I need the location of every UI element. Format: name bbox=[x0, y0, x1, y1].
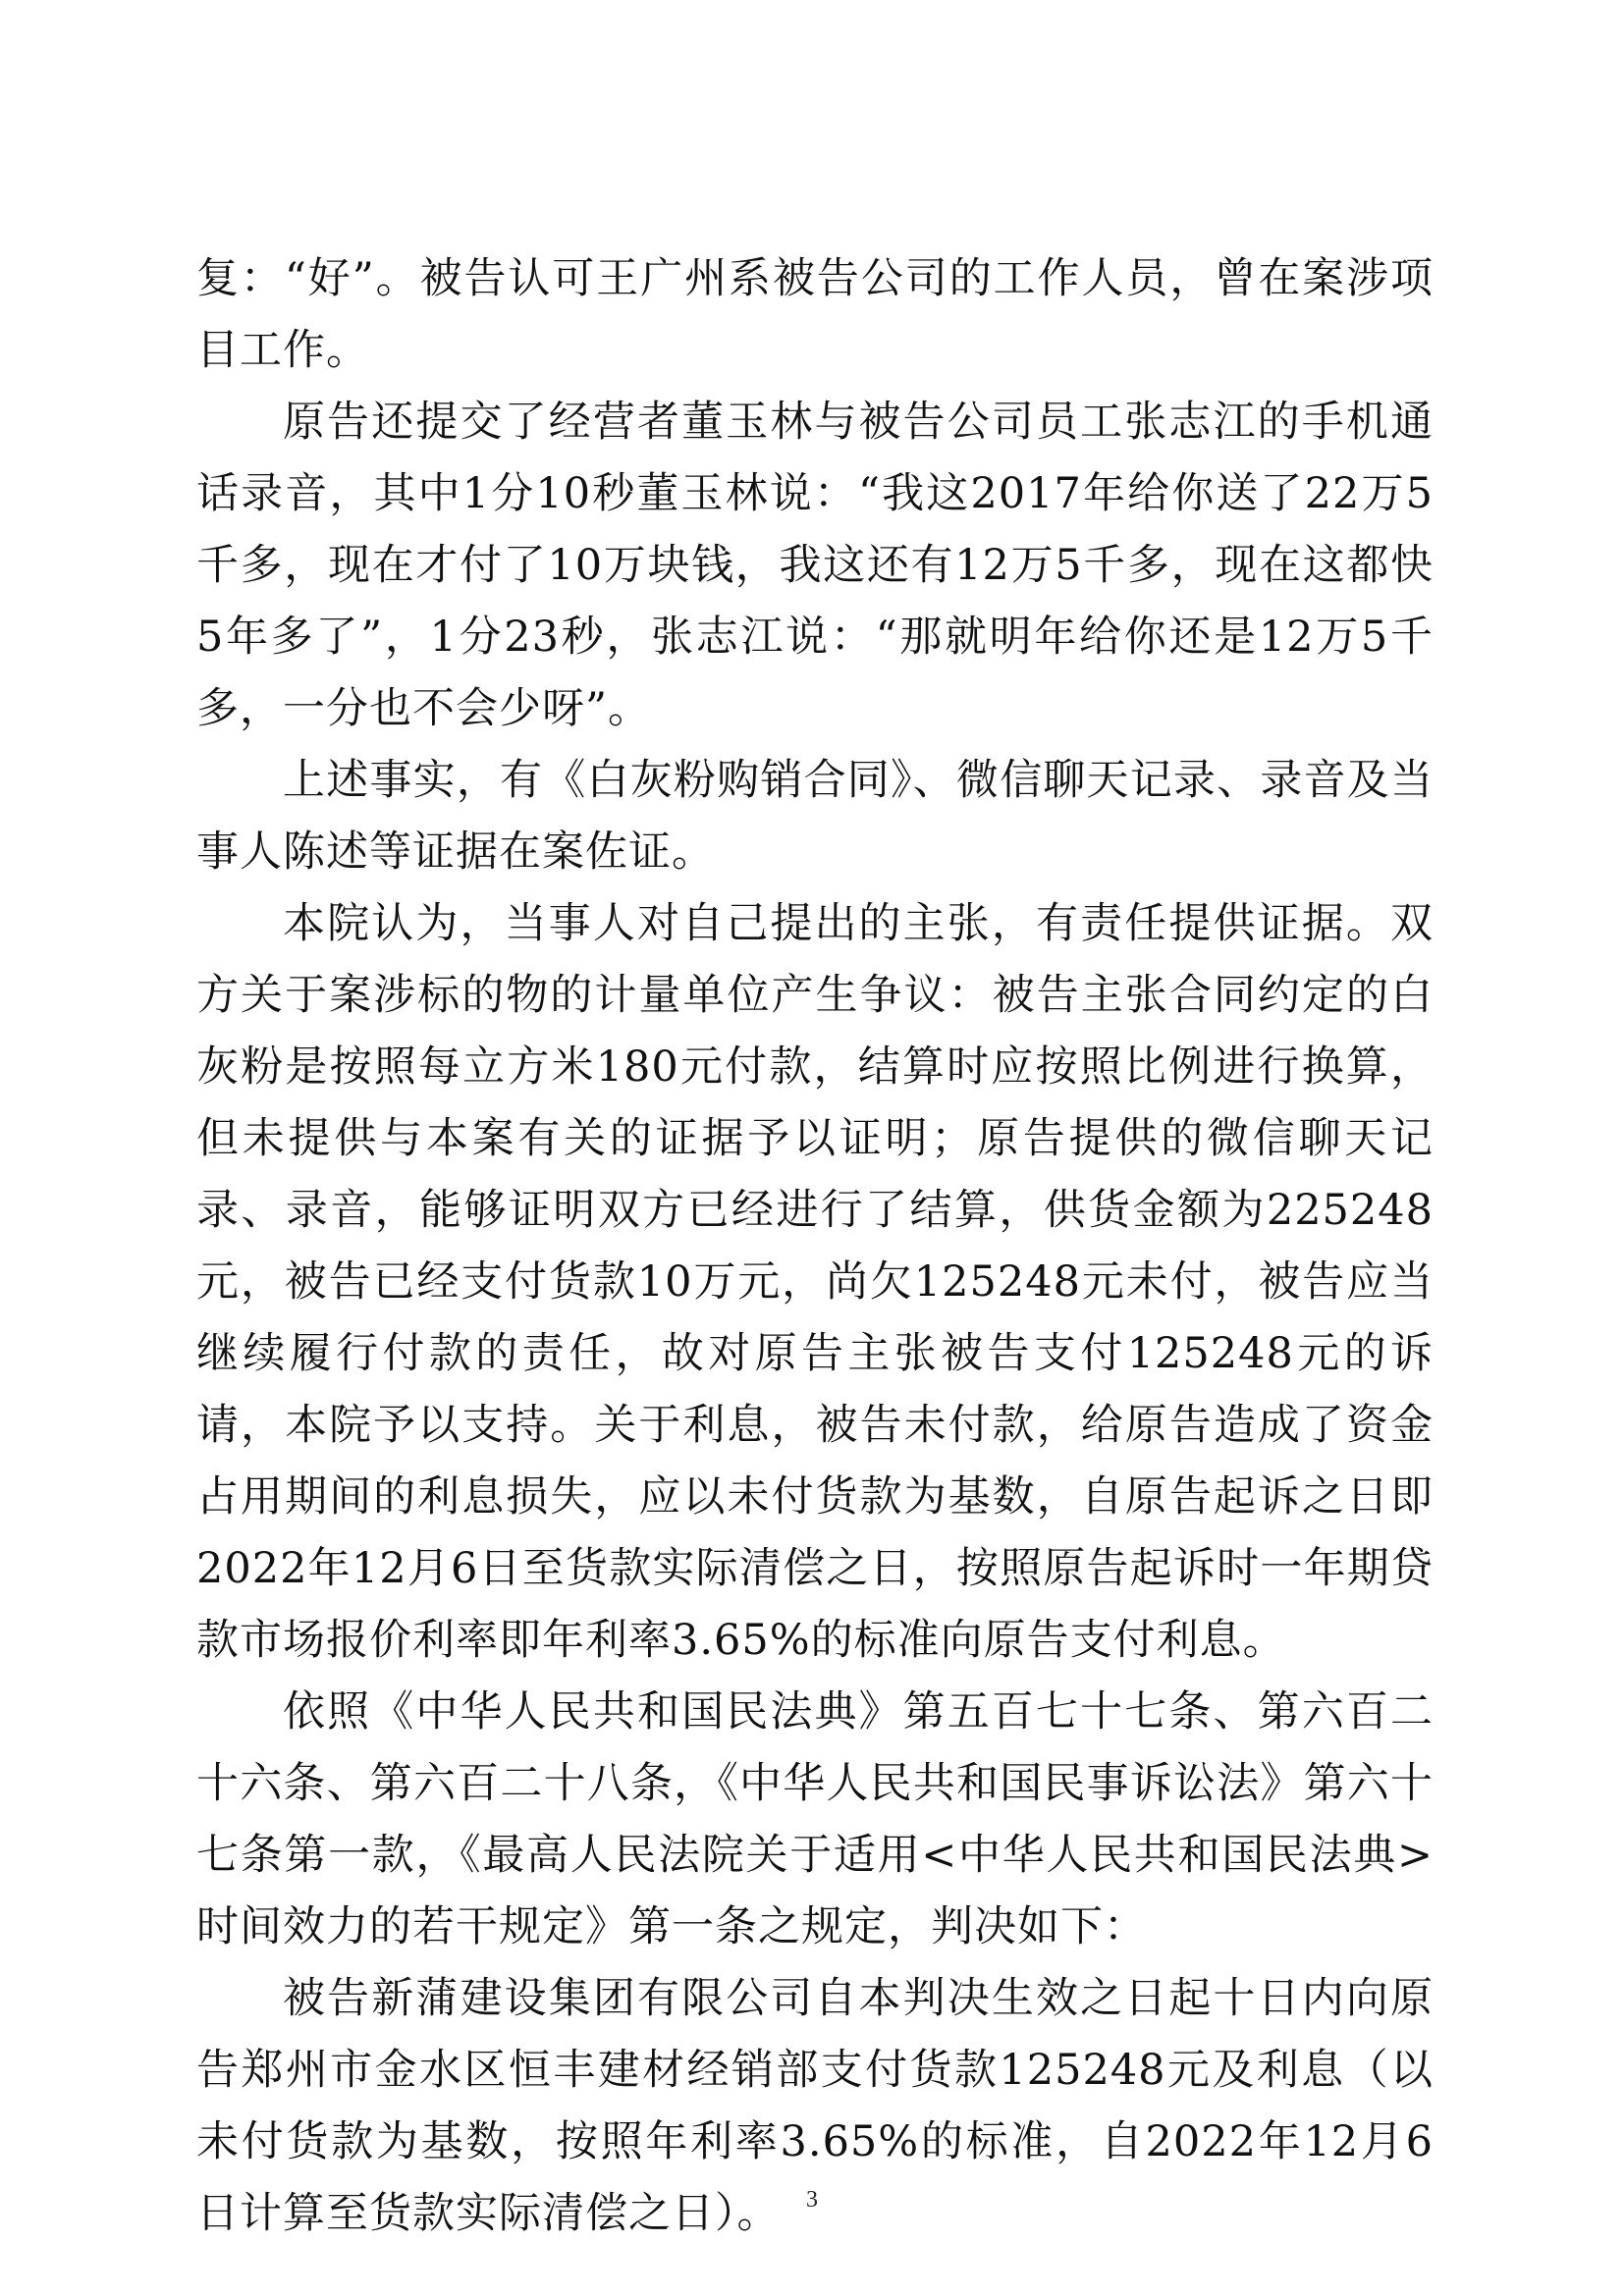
paragraph-continuation: 复：“好”。被告认可王广州系被告公司的工作人员，曾在案涉项目工作。 bbox=[196, 254, 1434, 375]
paragraph-evidence-summary: 上述事实，有《白灰粉购销合同》、微信聊天记录、录音及当事人陈述等证据在案佐证。 bbox=[196, 756, 1434, 877]
paragraph-judgment: 被告新蒲建设集团有限公司自本判决生效之日起十日内向原告郑州市金水区恒丰建材经销部支付货款125248元及利息（以未付货款为基数，按照年利率3.65%的标准，自2022年12月6日计算至货款实际清偿之日）。 bbox=[196, 1974, 1434, 2238]
judgment-body bbox=[196, 243, 1434, 2250]
paragraph-legal-basis: 依照《中华人民共和国民法典》第五百七十七条、第六百二十六条、第六百二十八条，《中华人民共和国民事诉讼法》第六十七条第一款，《最高人民法院关于适用<中华人民共和国民法典>时间效力的若干规定》第一条之规定，判决如下： bbox=[196, 1687, 1434, 1951]
paragraph-court-reasoning: 本院认为，当事人对自己提出的主张，有责任提供证据。双方关于案涉标的物的计量单位产生争议：被告主张合同约定的白灰粉是按照每立方米180元付款，结算时应按照比例进行换算，但未提供与本案有关的证据予以证明；原告提供的微信聊天记录、录音，能够证明双方已经进行了结算，供货金额为225248元，被告已经支付货款10万元，尚欠125248元未付，被告应当继续履行付款的责任，故对原告主张被告支付125248元的诉请，本院予以支持。关于利息，被告未付款，给原告造成了资金占用期间的利息损失，应以未付货款为基数，自原告起诉之日即2022年12月6日至货款实际清偿之日，按照原告起诉时一年期贷款市场报价利率即年利率3.65%的标准向原告支付利息。 bbox=[196, 899, 1434, 1665]
page-number: 3 bbox=[806, 2187, 818, 2213]
paragraph-call-recording: 原告还提交了经营者董玉林与被告公司员工张志江的手机通话录音，其中1分10秒董玉林说：“我这2017年给你送了22万5千多，现在才付了10万块钱，我这还有12万5千多，现在这都快5年多了”，1分23秒，张志江说：“那就明年给你还是12万5千多，一分也不会少呀”。 bbox=[196, 398, 1434, 733]
